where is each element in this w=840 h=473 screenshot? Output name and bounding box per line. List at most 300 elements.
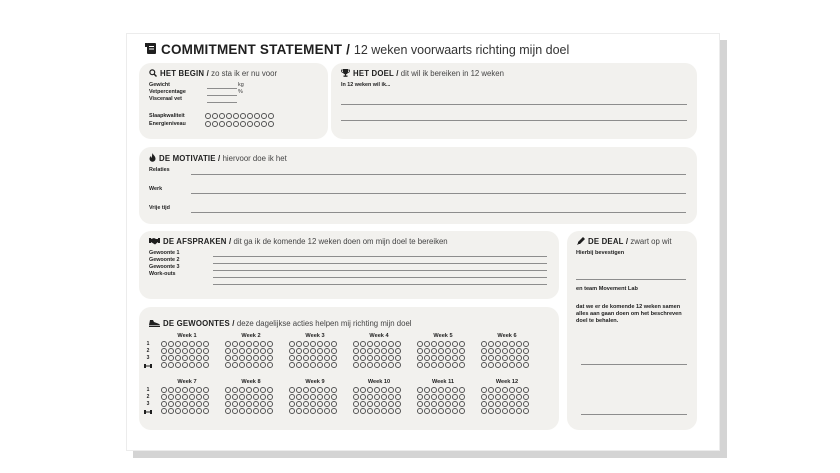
checkbox-circle[interactable] — [239, 355, 245, 361]
checkbox-circle[interactable] — [246, 355, 252, 361]
checkbox-circle[interactable] — [431, 341, 437, 347]
checkbox-circle[interactable] — [424, 341, 430, 347]
checkbox-circle[interactable] — [374, 408, 380, 414]
checkbox-circle[interactable] — [424, 387, 430, 393]
checkbox-circle[interactable] — [268, 113, 274, 119]
habit-circles-week-11-row-2[interactable] — [417, 394, 465, 400]
checkbox-circle[interactable] — [481, 401, 487, 407]
checkbox-circle[interactable] — [488, 401, 494, 407]
checkbox-circle[interactable] — [189, 355, 195, 361]
checkbox-circle[interactable] — [161, 401, 167, 407]
checkbox-circle[interactable] — [388, 348, 394, 354]
checkbox-circle[interactable] — [233, 113, 239, 119]
habit-circles-week-8-row-1[interactable] — [225, 387, 273, 393]
afspraak-line-3[interactable] — [213, 270, 547, 271]
checkbox-circle[interactable] — [331, 387, 337, 393]
checkbox-circle[interactable] — [196, 394, 202, 400]
checkbox-circle[interactable] — [374, 348, 380, 354]
habit-circles-week-12-row-1[interactable] — [481, 387, 529, 393]
checkbox-circle[interactable] — [395, 362, 401, 368]
checkbox-circle[interactable] — [331, 401, 337, 407]
checkbox-circle[interactable] — [331, 394, 337, 400]
checkbox-circle[interactable] — [431, 408, 437, 414]
checkbox-circle[interactable] — [240, 121, 246, 127]
checkbox-circle[interactable] — [431, 348, 437, 354]
checkbox-circle[interactable] — [509, 348, 515, 354]
checkbox-circle[interactable] — [495, 394, 501, 400]
habit-circles-week-3-row-3[interactable] — [289, 355, 337, 361]
checkbox-circle[interactable] — [260, 362, 266, 368]
checkbox-circle[interactable] — [495, 348, 501, 354]
checkbox-circle[interactable] — [438, 355, 444, 361]
checkbox-circle[interactable] — [452, 408, 458, 414]
habit-circles-week-7-row-1[interactable] — [161, 387, 209, 393]
checkbox-circle[interactable] — [459, 341, 465, 347]
checkbox-circle[interactable] — [212, 121, 218, 127]
checkbox-circle[interactable] — [296, 362, 302, 368]
habit-circles-week-9-row-4[interactable] — [289, 408, 337, 414]
checkbox-circle[interactable] — [523, 355, 529, 361]
checkbox-circle[interactable] — [310, 341, 316, 347]
checkbox-circle[interactable] — [168, 408, 174, 414]
checkbox-circle[interactable] — [424, 401, 430, 407]
checkbox-circle[interactable] — [205, 121, 211, 127]
checkbox-circle[interactable] — [381, 341, 387, 347]
checkbox-circle[interactable] — [289, 355, 295, 361]
checkbox-circle[interactable] — [310, 408, 316, 414]
checkbox-circle[interactable] — [459, 362, 465, 368]
checkbox-circle[interactable] — [388, 387, 394, 393]
checkbox-circle[interactable] — [267, 355, 273, 361]
checkbox-circle[interactable] — [205, 113, 211, 119]
checkbox-circle[interactable] — [317, 387, 323, 393]
doel-line-1[interactable] — [341, 104, 687, 105]
checkbox-circle[interactable] — [353, 341, 359, 347]
checkbox-circle[interactable] — [509, 341, 515, 347]
checkbox-circle[interactable] — [225, 341, 231, 347]
checkbox-circle[interactable] — [168, 394, 174, 400]
checkbox-circle[interactable] — [388, 341, 394, 347]
field-input-vetpercentage[interactable] — [207, 95, 237, 96]
checkbox-circle[interactable] — [431, 401, 437, 407]
checkbox-circle[interactable] — [189, 401, 195, 407]
checkbox-circle[interactable] — [189, 408, 195, 414]
checkbox-circle[interactable] — [212, 113, 218, 119]
checkbox-circle[interactable] — [296, 387, 302, 393]
checkbox-circle[interactable] — [225, 401, 231, 407]
checkbox-circle[interactable] — [360, 408, 366, 414]
checkbox-circle[interactable] — [424, 394, 430, 400]
checkbox-circle[interactable] — [502, 341, 508, 347]
checkbox-circle[interactable] — [445, 341, 451, 347]
checkbox-circle[interactable] — [232, 362, 238, 368]
checkbox-circle[interactable] — [203, 355, 209, 361]
checkbox-circle[interactable] — [289, 387, 295, 393]
checkbox-circle[interactable] — [175, 394, 181, 400]
habit-circles-week-9-row-2[interactable] — [289, 394, 337, 400]
checkbox-circle[interactable] — [310, 362, 316, 368]
checkbox-circle[interactable] — [161, 341, 167, 347]
checkbox-circle[interactable] — [424, 348, 430, 354]
deal-name-line[interactable] — [576, 279, 686, 280]
checkbox-circle[interactable] — [445, 355, 451, 361]
checkbox-circle[interactable] — [168, 387, 174, 393]
checkbox-circle[interactable] — [203, 387, 209, 393]
checkbox-circle[interactable] — [219, 113, 225, 119]
checkbox-circle[interactable] — [239, 401, 245, 407]
checkbox-circle[interactable] — [516, 355, 522, 361]
checkbox-circle[interactable] — [374, 401, 380, 407]
habit-circles-week-7-row-4[interactable] — [161, 408, 209, 414]
checkbox-circle[interactable] — [246, 387, 252, 393]
checkbox-circle[interactable] — [161, 408, 167, 414]
habit-circles-week-11-row-3[interactable] — [417, 401, 465, 407]
checkbox-circle[interactable] — [168, 348, 174, 354]
checkbox-circle[interactable] — [324, 387, 330, 393]
habit-circles-week-12-row-3[interactable] — [481, 401, 529, 407]
checkbox-circle[interactable] — [445, 362, 451, 368]
checkbox-circle[interactable] — [353, 408, 359, 414]
checkbox-circle[interactable] — [367, 348, 373, 354]
habit-circles-week-2-row-1[interactable] — [225, 341, 273, 347]
rating-circles-slaap[interactable] — [205, 113, 274, 119]
checkbox-circle[interactable] — [239, 394, 245, 400]
checkbox-circle[interactable] — [481, 362, 487, 368]
checkbox-circle[interactable] — [289, 401, 295, 407]
checkbox-circle[interactable] — [488, 394, 494, 400]
checkbox-circle[interactable] — [310, 348, 316, 354]
habit-circles-week-1-row-3[interactable] — [161, 355, 209, 361]
checkbox-circle[interactable] — [296, 355, 302, 361]
checkbox-circle[interactable] — [523, 362, 529, 368]
checkbox-circle[interactable] — [161, 362, 167, 368]
checkbox-circle[interactable] — [481, 355, 487, 361]
checkbox-circle[interactable] — [161, 387, 167, 393]
checkbox-circle[interactable] — [459, 355, 465, 361]
habit-circles-week-8-row-2[interactable] — [225, 394, 273, 400]
checkbox-circle[interactable] — [388, 408, 394, 414]
checkbox-circle[interactable] — [417, 408, 423, 414]
deal-signature-line-2[interactable] — [581, 414, 687, 415]
checkbox-circle[interactable] — [516, 394, 522, 400]
checkbox-circle[interactable] — [267, 408, 273, 414]
checkbox-circle[interactable] — [317, 401, 323, 407]
habit-circles-week-2-row-3[interactable] — [225, 355, 273, 361]
checkbox-circle[interactable] — [431, 362, 437, 368]
habit-circles-week-12-row-2[interactable] — [481, 394, 529, 400]
checkbox-circle[interactable] — [452, 401, 458, 407]
checkbox-circle[interactable] — [502, 362, 508, 368]
checkbox-circle[interactable] — [168, 401, 174, 407]
habit-circles-week-5-row-3[interactable] — [417, 355, 465, 361]
checkbox-circle[interactable] — [481, 394, 487, 400]
checkbox-circle[interactable] — [523, 348, 529, 354]
habit-circles-week-8-row-3[interactable] — [225, 401, 273, 407]
checkbox-circle[interactable] — [381, 355, 387, 361]
checkbox-circle[interactable] — [226, 121, 232, 127]
checkbox-circle[interactable] — [367, 387, 373, 393]
checkbox-circle[interactable] — [495, 408, 501, 414]
checkbox-circle[interactable] — [267, 362, 273, 368]
checkbox-circle[interactable] — [417, 355, 423, 361]
checkbox-circle[interactable] — [459, 387, 465, 393]
checkbox-circle[interactable] — [196, 401, 202, 407]
checkbox-circle[interactable] — [253, 394, 259, 400]
checkbox-circle[interactable] — [438, 362, 444, 368]
checkbox-circle[interactable] — [452, 348, 458, 354]
checkbox-circle[interactable] — [395, 355, 401, 361]
checkbox-circle[interactable] — [260, 394, 266, 400]
checkbox-circle[interactable] — [360, 387, 366, 393]
checkbox-circle[interactable] — [495, 355, 501, 361]
checkbox-circle[interactable] — [360, 362, 366, 368]
checkbox-circle[interactable] — [445, 394, 451, 400]
checkbox-circle[interactable] — [196, 408, 202, 414]
checkbox-circle[interactable] — [353, 362, 359, 368]
checkbox-circle[interactable] — [296, 394, 302, 400]
checkbox-circle[interactable] — [360, 341, 366, 347]
checkbox-circle[interactable] — [445, 408, 451, 414]
checkbox-circle[interactable] — [502, 348, 508, 354]
checkbox-circle[interactable] — [317, 394, 323, 400]
checkbox-circle[interactable] — [495, 362, 501, 368]
checkbox-circle[interactable] — [168, 341, 174, 347]
checkbox-circle[interactable] — [219, 121, 225, 127]
checkbox-circle[interactable] — [417, 341, 423, 347]
checkbox-circle[interactable] — [395, 401, 401, 407]
checkbox-circle[interactable] — [261, 113, 267, 119]
checkbox-circle[interactable] — [452, 394, 458, 400]
habit-circles-week-10-row-1[interactable] — [353, 387, 401, 393]
checkbox-circle[interactable] — [254, 113, 260, 119]
checkbox-circle[interactable] — [225, 355, 231, 361]
habit-circles-week-3-row-4[interactable] — [289, 362, 337, 368]
checkbox-circle[interactable] — [417, 348, 423, 354]
checkbox-circle[interactable] — [232, 355, 238, 361]
checkbox-circle[interactable] — [175, 362, 181, 368]
checkbox-circle[interactable] — [246, 408, 252, 414]
habit-circles-week-10-row-2[interactable] — [353, 394, 401, 400]
checkbox-circle[interactable] — [303, 387, 309, 393]
checkbox-circle[interactable] — [374, 341, 380, 347]
checkbox-circle[interactable] — [253, 387, 259, 393]
checkbox-circle[interactable] — [239, 387, 245, 393]
checkbox-circle[interactable] — [367, 401, 373, 407]
checkbox-circle[interactable] — [203, 401, 209, 407]
checkbox-circle[interactable] — [516, 362, 522, 368]
checkbox-circle[interactable] — [233, 121, 239, 127]
checkbox-circle[interactable] — [331, 362, 337, 368]
checkbox-circle[interactable] — [353, 348, 359, 354]
checkbox-circle[interactable] — [509, 387, 515, 393]
checkbox-circle[interactable] — [189, 394, 195, 400]
habit-circles-week-10-row-3[interactable] — [353, 401, 401, 407]
checkbox-circle[interactable] — [196, 348, 202, 354]
checkbox-circle[interactable] — [502, 401, 508, 407]
checkbox-circle[interactable] — [317, 408, 323, 414]
checkbox-circle[interactable] — [381, 408, 387, 414]
checkbox-circle[interactable] — [189, 387, 195, 393]
habit-circles-week-4-row-3[interactable] — [353, 355, 401, 361]
checkbox-circle[interactable] — [509, 401, 515, 407]
checkbox-circle[interactable] — [246, 401, 252, 407]
checkbox-circle[interactable] — [331, 341, 337, 347]
checkbox-circle[interactable] — [331, 355, 337, 361]
checkbox-circle[interactable] — [232, 348, 238, 354]
motivatie-line-vrije-tijd[interactable] — [191, 212, 686, 213]
checkbox-circle[interactable] — [516, 387, 522, 393]
checkbox-circle[interactable] — [488, 341, 494, 347]
habit-circles-week-12-row-4[interactable] — [481, 408, 529, 414]
checkbox-circle[interactable] — [225, 348, 231, 354]
checkbox-circle[interactable] — [253, 341, 259, 347]
checkbox-circle[interactable] — [203, 348, 209, 354]
habit-circles-week-9-row-1[interactable] — [289, 387, 337, 393]
checkbox-circle[interactable] — [395, 387, 401, 393]
checkbox-circle[interactable] — [310, 355, 316, 361]
checkbox-circle[interactable] — [196, 341, 202, 347]
checkbox-circle[interactable] — [431, 355, 437, 361]
checkbox-circle[interactable] — [260, 401, 266, 407]
checkbox-circle[interactable] — [395, 348, 401, 354]
habit-circles-week-4-row-1[interactable] — [353, 341, 401, 347]
checkbox-circle[interactable] — [196, 355, 202, 361]
checkbox-circle[interactable] — [417, 394, 423, 400]
checkbox-circle[interactable] — [353, 387, 359, 393]
checkbox-circle[interactable] — [395, 394, 401, 400]
checkbox-circle[interactable] — [502, 387, 508, 393]
checkbox-circle[interactable] — [324, 355, 330, 361]
checkbox-circle[interactable] — [247, 121, 253, 127]
checkbox-circle[interactable] — [317, 362, 323, 368]
checkbox-circle[interactable] — [246, 394, 252, 400]
checkbox-circle[interactable] — [523, 394, 529, 400]
checkbox-circle[interactable] — [367, 341, 373, 347]
checkbox-circle[interactable] — [203, 394, 209, 400]
checkbox-circle[interactable] — [331, 408, 337, 414]
checkbox-circle[interactable] — [459, 394, 465, 400]
checkbox-circle[interactable] — [395, 408, 401, 414]
habit-circles-week-5-row-2[interactable] — [417, 348, 465, 354]
checkbox-circle[interactable] — [502, 408, 508, 414]
checkbox-circle[interactable] — [289, 408, 295, 414]
checkbox-circle[interactable] — [260, 355, 266, 361]
checkbox-circle[interactable] — [438, 387, 444, 393]
checkbox-circle[interactable] — [253, 348, 259, 354]
checkbox-circle[interactable] — [509, 355, 515, 361]
checkbox-circle[interactable] — [182, 401, 188, 407]
checkbox-circle[interactable] — [523, 401, 529, 407]
checkbox-circle[interactable] — [196, 362, 202, 368]
checkbox-circle[interactable] — [203, 362, 209, 368]
checkbox-circle[interactable] — [267, 401, 273, 407]
checkbox-circle[interactable] — [289, 348, 295, 354]
checkbox-circle[interactable] — [296, 341, 302, 347]
checkbox-circle[interactable] — [246, 341, 252, 347]
field-input-visceraal[interactable] — [207, 102, 237, 103]
checkbox-circle[interactable] — [203, 408, 209, 414]
checkbox-circle[interactable] — [239, 408, 245, 414]
checkbox-circle[interactable] — [260, 348, 266, 354]
checkbox-circle[interactable] — [374, 394, 380, 400]
checkbox-circle[interactable] — [175, 341, 181, 347]
motivatie-line-werk[interactable] — [191, 193, 686, 194]
habit-circles-week-5-row-4[interactable] — [417, 362, 465, 368]
checkbox-circle[interactable] — [488, 348, 494, 354]
checkbox-circle[interactable] — [317, 348, 323, 354]
checkbox-circle[interactable] — [353, 394, 359, 400]
checkbox-circle[interactable] — [253, 355, 259, 361]
checkbox-circle[interactable] — [509, 362, 515, 368]
habit-circles-week-6-row-3[interactable] — [481, 355, 529, 361]
habit-circles-week-1-row-2[interactable] — [161, 348, 209, 354]
checkbox-circle[interactable] — [260, 341, 266, 347]
habit-circles-week-11-row-4[interactable] — [417, 408, 465, 414]
checkbox-circle[interactable] — [182, 348, 188, 354]
checkbox-circle[interactable] — [388, 355, 394, 361]
checkbox-circle[interactable] — [324, 341, 330, 347]
habit-circles-week-8-row-4[interactable] — [225, 408, 273, 414]
checkbox-circle[interactable] — [417, 387, 423, 393]
checkbox-circle[interactable] — [502, 355, 508, 361]
checkbox-circle[interactable] — [360, 348, 366, 354]
checkbox-circle[interactable] — [360, 394, 366, 400]
checkbox-circle[interactable] — [523, 387, 529, 393]
habit-circles-week-4-row-4[interactable] — [353, 362, 401, 368]
checkbox-circle[interactable] — [182, 341, 188, 347]
checkbox-circle[interactable] — [445, 348, 451, 354]
habit-circles-week-3-row-1[interactable] — [289, 341, 337, 347]
afspraak-line-1[interactable] — [213, 256, 547, 257]
checkbox-circle[interactable] — [303, 355, 309, 361]
checkbox-circle[interactable] — [324, 362, 330, 368]
habit-circles-week-6-row-4[interactable] — [481, 362, 529, 368]
checkbox-circle[interactable] — [523, 341, 529, 347]
checkbox-circle[interactable] — [495, 387, 501, 393]
checkbox-circle[interactable] — [381, 401, 387, 407]
checkbox-circle[interactable] — [388, 394, 394, 400]
checkbox-circle[interactable] — [261, 121, 267, 127]
checkbox-circle[interactable] — [289, 341, 295, 347]
checkbox-circle[interactable] — [175, 387, 181, 393]
checkbox-circle[interactable] — [424, 355, 430, 361]
checkbox-circle[interactable] — [267, 341, 273, 347]
checkbox-circle[interactable] — [303, 394, 309, 400]
checkbox-circle[interactable] — [324, 408, 330, 414]
checkbox-circle[interactable] — [247, 113, 253, 119]
checkbox-circle[interactable] — [253, 362, 259, 368]
habit-circles-week-9-row-3[interactable] — [289, 401, 337, 407]
afspraak-line-2[interactable] — [213, 263, 547, 264]
checkbox-circle[interactable] — [289, 394, 295, 400]
checkbox-circle[interactable] — [267, 394, 273, 400]
checkbox-circle[interactable] — [226, 113, 232, 119]
checkbox-circle[interactable] — [367, 408, 373, 414]
checkbox-circle[interactable] — [488, 362, 494, 368]
checkbox-circle[interactable] — [310, 387, 316, 393]
checkbox-circle[interactable] — [452, 341, 458, 347]
checkbox-circle[interactable] — [381, 387, 387, 393]
checkbox-circle[interactable] — [239, 348, 245, 354]
checkbox-circle[interactable] — [267, 348, 273, 354]
checkbox-circle[interactable] — [168, 362, 174, 368]
checkbox-circle[interactable] — [303, 401, 309, 407]
checkbox-circle[interactable] — [459, 401, 465, 407]
checkbox-circle[interactable] — [424, 408, 430, 414]
habit-circles-week-7-row-2[interactable] — [161, 394, 209, 400]
checkbox-circle[interactable] — [303, 408, 309, 414]
checkbox-circle[interactable] — [353, 401, 359, 407]
